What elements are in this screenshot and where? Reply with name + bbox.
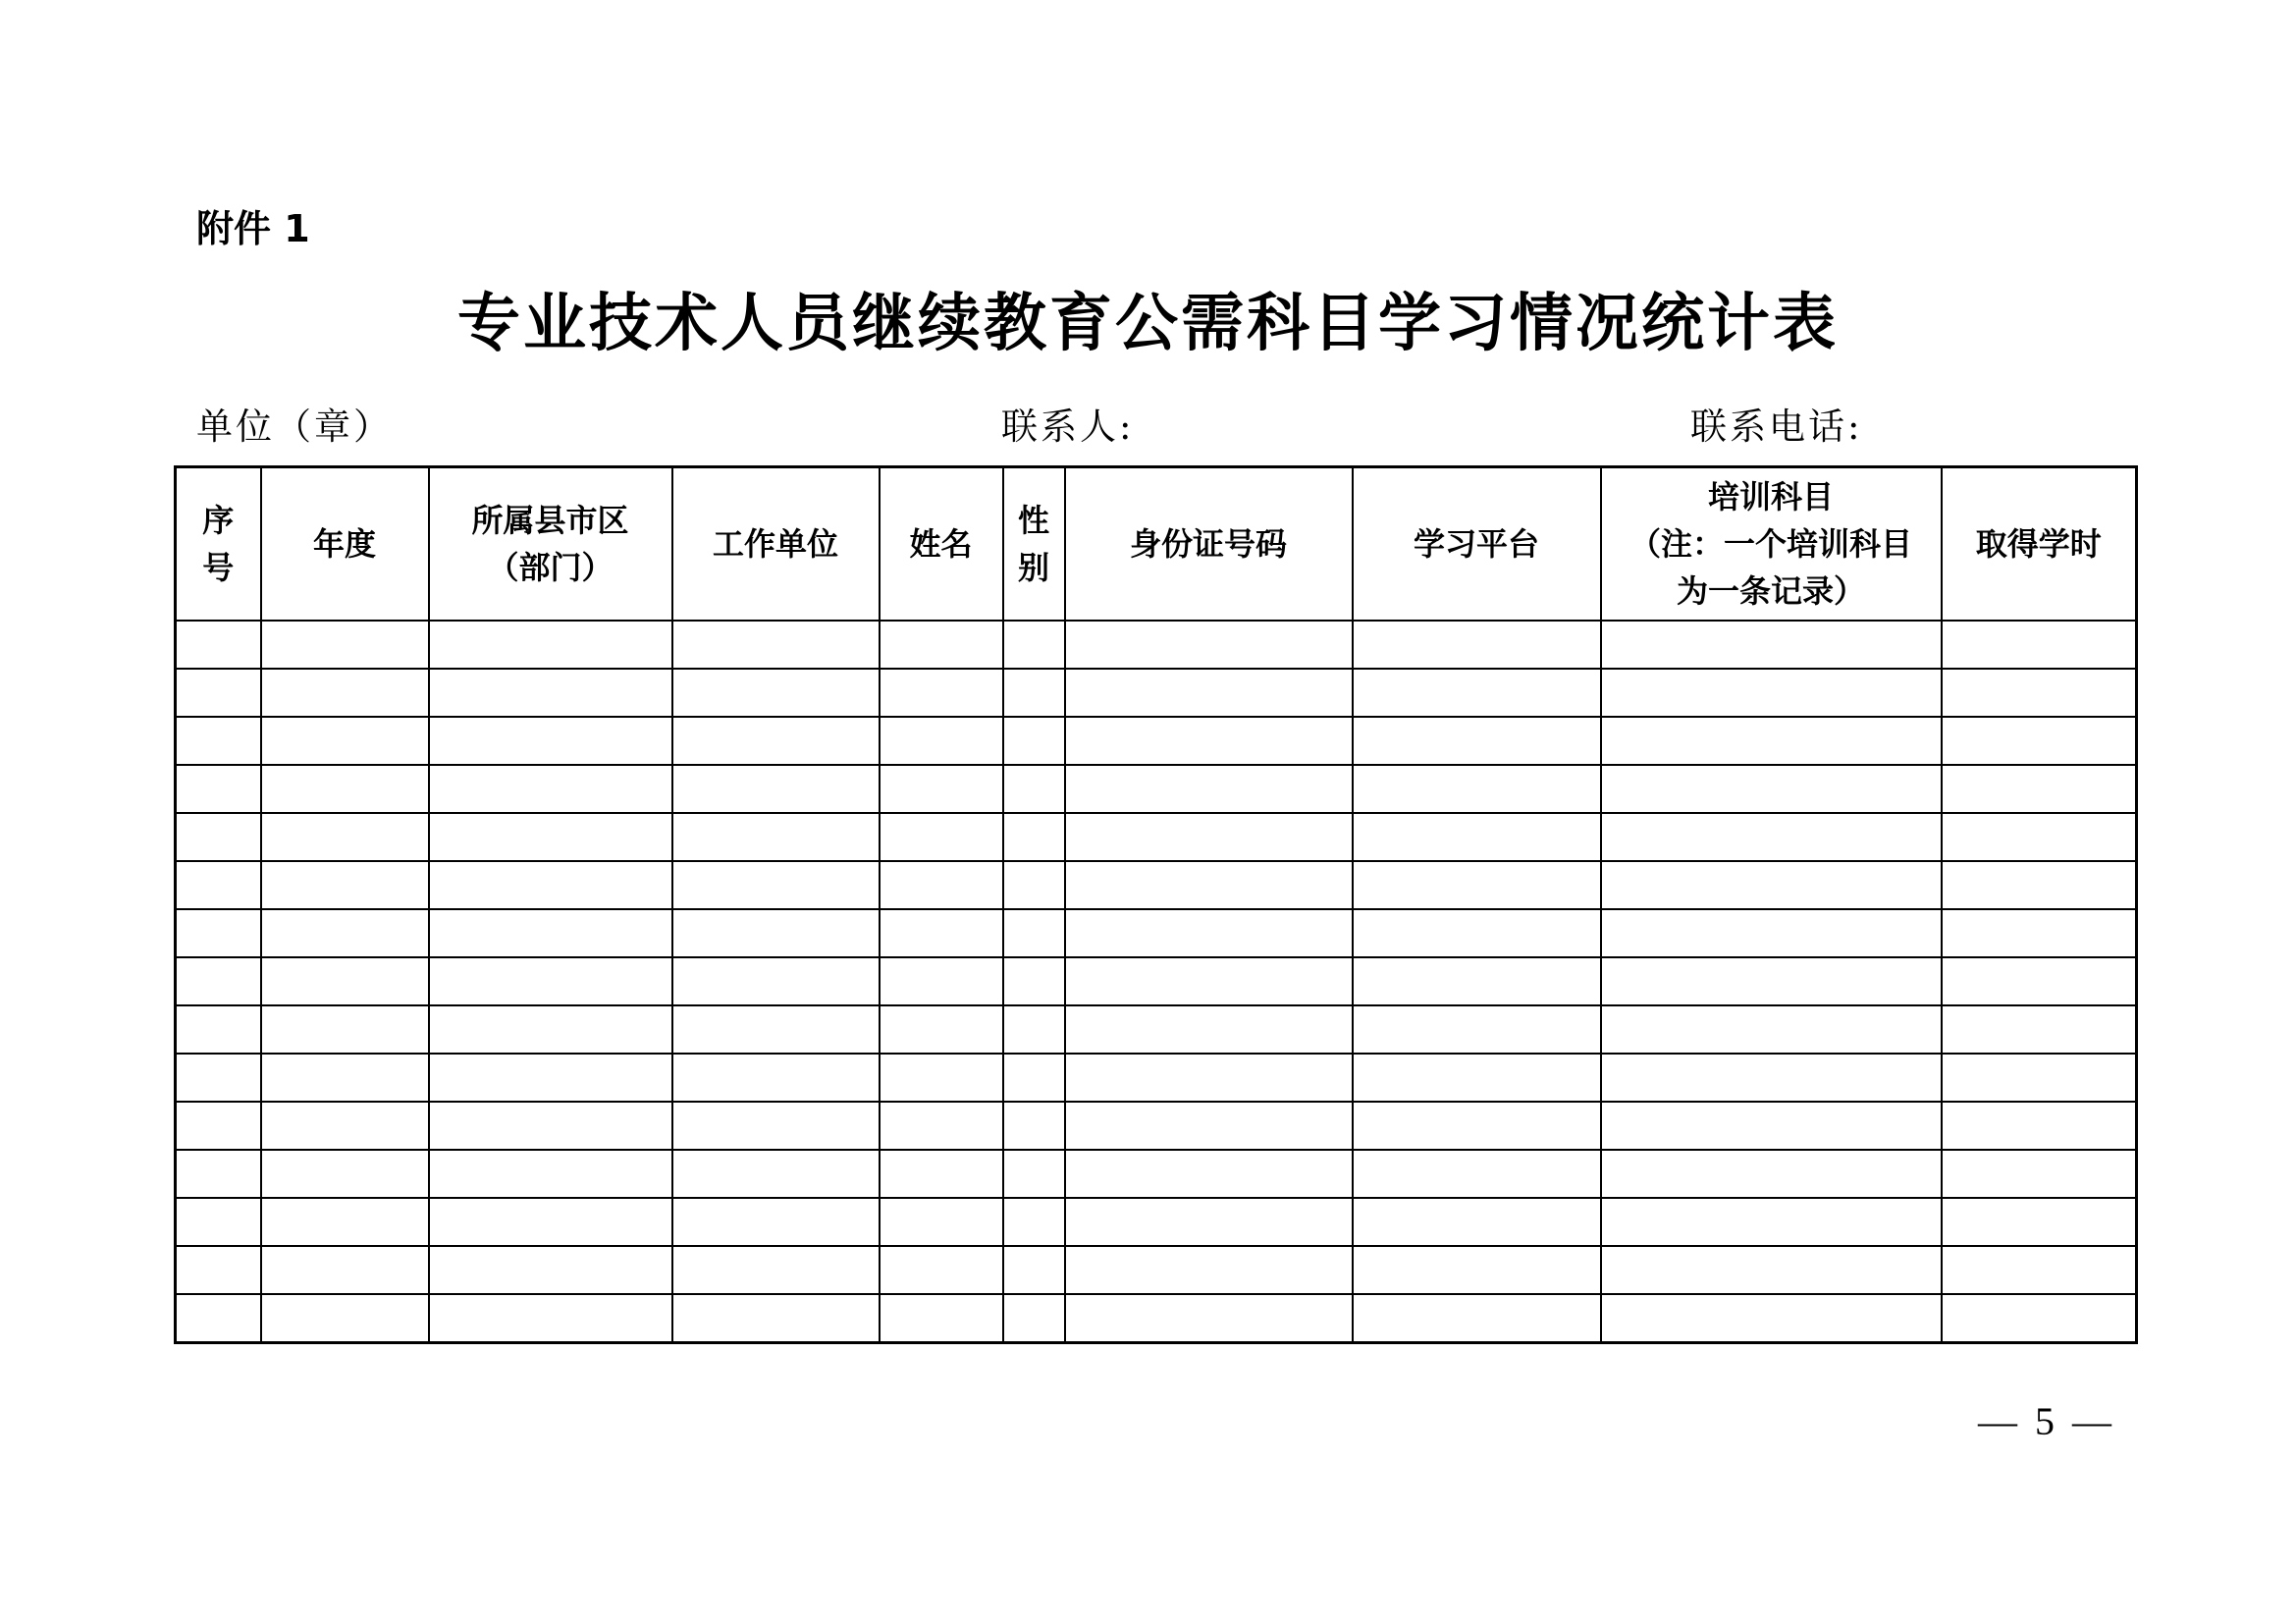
table-cell [880, 1246, 1003, 1294]
table-cell [880, 813, 1003, 861]
statistics-table [174, 465, 2138, 1344]
table-cell [1353, 1246, 1601, 1294]
table-cell [1601, 1102, 1942, 1150]
table-cell [672, 909, 880, 957]
table-cell [1003, 861, 1065, 909]
table-cell [672, 1102, 880, 1150]
table-cell [1003, 1005, 1065, 1054]
table-cell [1065, 1005, 1353, 1054]
table-cell [1003, 1198, 1065, 1246]
table-cell [1942, 1294, 2137, 1343]
table-cell [1601, 621, 1942, 669]
table-cell [1065, 1198, 1353, 1246]
document-title: 专业技术人员继续教育公需科目学习情况统计表 [457, 288, 1839, 360]
header-learning-platform: 学习平台 [1353, 467, 1601, 622]
table-cell [429, 1150, 672, 1198]
table-cell [672, 957, 880, 1005]
table-cell [880, 1005, 1003, 1054]
table-cell [672, 861, 880, 909]
table-row [176, 1005, 2137, 1054]
table-row [176, 1102, 2137, 1150]
table-cell [261, 1294, 429, 1343]
table-cell [1353, 1102, 1601, 1150]
table-cell [1065, 1294, 1353, 1343]
table-cell [261, 765, 429, 813]
table-cell [261, 1054, 429, 1102]
table-cell [1942, 1198, 2137, 1246]
table-cell [1353, 909, 1601, 957]
table-cell [176, 669, 261, 717]
table-cell [429, 813, 672, 861]
table-cell [1353, 621, 1601, 669]
table-cell [1003, 621, 1065, 669]
header-county-district: 所属县市区 （部门） [429, 467, 672, 622]
table-cell [1065, 717, 1353, 765]
table-row [176, 1246, 2137, 1294]
table-cell [1003, 1246, 1065, 1294]
table-cell [880, 765, 1003, 813]
header-name: 姓名 [880, 467, 1003, 622]
table-cell [1353, 1005, 1601, 1054]
table-cell [1942, 957, 2137, 1005]
table-cell [1003, 669, 1065, 717]
table-cell [429, 669, 672, 717]
table-cell [880, 717, 1003, 765]
table-cell [261, 717, 429, 765]
table-cell [1353, 669, 1601, 717]
table-cell [261, 861, 429, 909]
table-cell [672, 1150, 880, 1198]
table-cell [1601, 765, 1942, 813]
table-cell [880, 1102, 1003, 1150]
table-cell [1601, 861, 1942, 909]
header-work-unit: 工作单位 [672, 467, 880, 622]
table-row [176, 1198, 2137, 1246]
table-cell [261, 957, 429, 1005]
table-cell [1003, 909, 1065, 957]
table-cell [261, 1246, 429, 1294]
table-cell [176, 717, 261, 765]
table-cell [1353, 813, 1601, 861]
table-cell [261, 813, 429, 861]
table-cell [1601, 1294, 1942, 1343]
table-cell [261, 669, 429, 717]
table-cell [1353, 1198, 1601, 1246]
table-cell [429, 1198, 672, 1246]
table-cell [1942, 1102, 2137, 1150]
header-credit-hours: 取得学时 [1942, 467, 2137, 622]
table-cell [880, 957, 1003, 1005]
table-cell [261, 621, 429, 669]
table-cell [1003, 717, 1065, 765]
table-cell [1003, 1054, 1065, 1102]
page-number: — 5 — [1978, 1399, 2115, 1443]
table-cell [672, 717, 880, 765]
table-body [176, 621, 2137, 1343]
table-cell [1942, 669, 2137, 717]
table-cell [672, 1198, 880, 1246]
header-id-number: 身份证号码 [1065, 467, 1353, 622]
table-cell [672, 669, 880, 717]
table-cell [1003, 1102, 1065, 1150]
attachment-label: 附件 1 [196, 207, 310, 250]
table-cell [1601, 717, 1942, 765]
table-cell [176, 1198, 261, 1246]
table-cell [1065, 813, 1353, 861]
header-training-subject: 培训科目 （注：一个培训科目 为一条记录） [1601, 467, 1942, 622]
table-cell [1003, 765, 1065, 813]
table-cell [1353, 1054, 1601, 1102]
table-cell [176, 621, 261, 669]
table-cell [672, 1054, 880, 1102]
header-gender: 性 别 [1003, 467, 1065, 622]
table-cell [1065, 1150, 1353, 1198]
table-row [176, 621, 2137, 669]
table-cell [429, 717, 672, 765]
table-cell [176, 1294, 261, 1343]
table-cell [429, 1294, 672, 1343]
table-cell [1601, 1150, 1942, 1198]
table-cell [880, 1054, 1003, 1102]
table-cell [880, 669, 1003, 717]
table-cell [429, 1246, 672, 1294]
table-cell [1065, 1102, 1353, 1150]
table-cell [429, 957, 672, 1005]
table-cell [1353, 1150, 1601, 1198]
table-cell [1353, 765, 1601, 813]
table-cell [1601, 1054, 1942, 1102]
table-cell [429, 1005, 672, 1054]
table-row [176, 909, 2137, 957]
table-cell [176, 1246, 261, 1294]
table-cell [176, 1054, 261, 1102]
table-cell [176, 861, 261, 909]
table-cell [429, 765, 672, 813]
table-cell [1065, 909, 1353, 957]
table-cell [1601, 669, 1942, 717]
table-cell [880, 861, 1003, 909]
table-cell [1601, 1005, 1942, 1054]
table-row [176, 1294, 2137, 1343]
header-serial-number: 序 号 [176, 467, 261, 622]
table-cell [1601, 957, 1942, 1005]
table-row [176, 1054, 2137, 1102]
table-cell [672, 765, 880, 813]
table-cell [880, 1198, 1003, 1246]
contact-person-label: 联系人: [1001, 406, 1135, 448]
table-cell [429, 909, 672, 957]
table-cell [176, 765, 261, 813]
table-cell [176, 1150, 261, 1198]
table-cell [1065, 957, 1353, 1005]
table-cell [1942, 813, 2137, 861]
table-cell [1065, 1054, 1353, 1102]
table-cell [429, 621, 672, 669]
table-cell [1065, 861, 1353, 909]
table-cell [1942, 765, 2137, 813]
table-cell [261, 909, 429, 957]
table-cell [1601, 909, 1942, 957]
table-cell [1003, 1150, 1065, 1198]
table-cell [1942, 861, 2137, 909]
table-cell [1601, 813, 1942, 861]
table-cell [261, 1150, 429, 1198]
table-cell [176, 957, 261, 1005]
table-cell [880, 1150, 1003, 1198]
table-cell [176, 813, 261, 861]
table-cell [1065, 1246, 1353, 1294]
table-cell [429, 861, 672, 909]
table-cell [261, 1005, 429, 1054]
table-cell [1003, 813, 1065, 861]
table-cell [1065, 621, 1353, 669]
table-cell [429, 1054, 672, 1102]
table-cell [261, 1198, 429, 1246]
table-cell [672, 1246, 880, 1294]
table-cell [672, 1294, 880, 1343]
table-cell [880, 1294, 1003, 1343]
table-cell [672, 621, 880, 669]
table-cell [1003, 957, 1065, 1005]
table-cell [176, 909, 261, 957]
table-cell [1942, 1054, 2137, 1102]
table-cell [1353, 1294, 1601, 1343]
table-cell [1942, 1150, 2137, 1198]
table-cell [176, 1102, 261, 1150]
table-cell [880, 621, 1003, 669]
table-cell [1942, 717, 2137, 765]
table-cell [672, 813, 880, 861]
table-cell [1942, 621, 2137, 669]
table-cell [1065, 765, 1353, 813]
table-cell [1003, 1294, 1065, 1343]
table-cell [1353, 957, 1601, 1005]
table-cell [1353, 861, 1601, 909]
table-row [176, 861, 2137, 909]
table-cell [1942, 909, 2137, 957]
table-cell [261, 1102, 429, 1150]
table-cell [1353, 717, 1601, 765]
table-cell [176, 1005, 261, 1054]
table-header-row [176, 467, 2137, 622]
table-cell [1942, 1005, 2137, 1054]
contact-phone-label: 联系电话: [1690, 406, 1863, 448]
table-cell [1942, 1246, 2137, 1294]
table-cell [672, 1005, 880, 1054]
header-year: 年度 [261, 467, 429, 622]
table-row [176, 717, 2137, 765]
table-cell [1601, 1198, 1942, 1246]
table-row [176, 957, 2137, 1005]
table-cell [1065, 669, 1353, 717]
table-cell [1601, 1246, 1942, 1294]
table-row [176, 813, 2137, 861]
table-row [176, 1150, 2137, 1198]
table-row [176, 669, 2137, 717]
table-row [176, 765, 2137, 813]
table-cell [880, 909, 1003, 957]
unit-label: 单位（章） [196, 406, 393, 448]
table-cell [429, 1102, 672, 1150]
